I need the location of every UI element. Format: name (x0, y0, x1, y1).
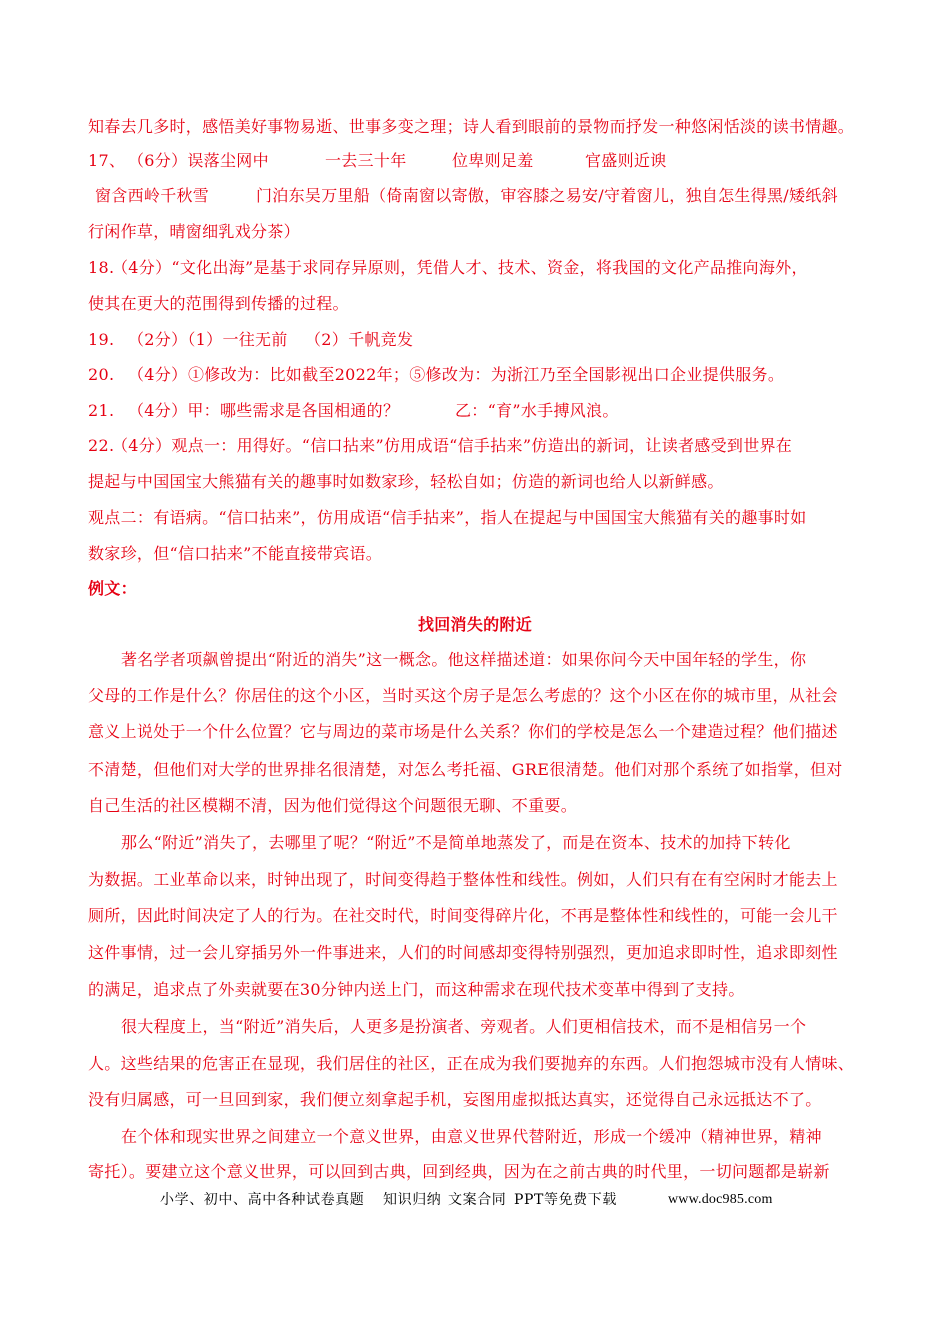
q17-item6-part1: 门泊东吴万里船（倚南窗以寄傲，审容膝之易安/守着窗儿，独自怎生得黑/矮纸斜 (256, 186, 838, 205)
essay-line: 这件事情，过一会儿穿插另外一件事进来，人们的时间感却变得特别强烈，更加追求即时性，追求即刻性 (88, 943, 838, 962)
q18-answer-part2: 使其在更大的范围得到传播的过程。 (88, 294, 349, 313)
essay-line: 在个体和现实世界之间建立一个意义世界，由意义世界代替附近，形成一个缓冲（精神世界，精神 (121, 1127, 822, 1146)
q20-score: （4分） (128, 365, 188, 384)
essay-line: 为数据。工业革命以来，时钟出现了，时间变得趋于整体性和线性。例如，人们只有在有空闲时才能去上 (88, 870, 838, 889)
q20-answer: ①修改为：比如截至2022年；⑤修改为：为浙江乃至全国影视出口企业提供服务。 (188, 365, 785, 384)
q19-number: 19. (88, 330, 115, 349)
essay-line: 人。这些结果的危害正在显现，我们居住的社区，正在成为我们要抛弃的东西。人们抱怨城市没有人情味、 (88, 1054, 855, 1073)
footer-part3: 文案合同 (448, 1192, 507, 1208)
carryover-line: 知春去几多时，感悟美好事物易逝、世事多变之理；诗人看到眼前的景物而抒发一种悠闲恬淡的读书情趣。 (88, 117, 855, 136)
footer-url: www.doc985.com (668, 1192, 773, 1207)
essay-line: 的满足，追求点了外卖就要在30分钟内送上门，而这种需求在现代技术变革中得到了支持。 (88, 980, 745, 999)
essay-line: 父母的工作是什么？你居住的这个小区，当时买这个房子是怎么考虑的？这个小区在你的城市里，从社会 (88, 686, 838, 705)
essay-line: 寄托）。要建立这个意义世界，可以回到古典，回到经典，因为在之前古典的时代里，一切问题都是崭新 (88, 1162, 830, 1181)
q19-part1: （2分）（1）一往无前 (128, 330, 288, 349)
footer-part4: PPT等免费下载 (514, 1192, 617, 1208)
essay-line: 那么“附近”消失了，去哪里了呢？“附近”不是简单地蒸发了，而是在资本、技术的加持下转化 (121, 833, 791, 852)
essay-line: 著名学者项飙曾提出“附近的消失”这一概念。他这样描述道：如果你问今天中国年轻的学生，你 (121, 650, 807, 669)
essay-title: 找回消失的附近 (417, 615, 533, 634)
footer-part2: 知识归纳 (383, 1192, 442, 1208)
essay-line: 厕所，因此时间决定了人的行为。在社交时代，时间变得碎片化，不再是整体性和线性的，可能一会儿干 (88, 906, 838, 925)
q18-number: 18. (88, 258, 115, 277)
q22-view1-part1: （4分）观点一：用得好。“信口拈来”仿用成语“信手拈来”仿造出的新词，让读者感受到世界在 (112, 436, 793, 455)
q18-line1 (0, 258, 950, 278)
q22-line1 (0, 436, 950, 456)
q18-answer-part1: （4分）“文化出海”是基于求同存异原则，凭借人才、技术、资金，将我国的文化产品推向海外， (112, 258, 808, 277)
q19-part2: （2）千帆竞发 (305, 330, 414, 349)
q21-part1: （4分）甲：哪些需求是各国相通的？ (128, 401, 400, 420)
q17-item3: 位卑则足羞 (452, 151, 534, 170)
q17-item5: 窗含西岭千秋雪 (95, 186, 210, 205)
q20-number: 20. (88, 365, 115, 384)
q17-item2: 一去三十年 (325, 151, 407, 170)
page-footer (0, 1191, 950, 1209)
essay-line: 很大程度上，当“附近”消失后，人更多是扮演者、旁观者。人们更相信技术，而不是相信另一个 (121, 1017, 807, 1036)
footer-part1: 小学、初中、高中各种试卷真题 (160, 1192, 365, 1208)
q17-number: 17、 (88, 151, 126, 170)
q22-number: 22. (88, 436, 115, 455)
q22-view1-part2: 提起与中国国宝大熊猫有关的趣事时如数家珍，轻松自如；仿造的新词也给人以新鲜感。 (88, 472, 724, 491)
essay-line: 意义上说处于一个什么位置？它与周边的菜市场是什么关系？你们的学校是怎么一个建造过程？他们描述 (88, 722, 838, 741)
essay-line: 自己生活的社区模糊不清，因为他们觉得这个问题很无聊、不重要。 (88, 796, 578, 815)
q22-view2-part1: 观点二：有语病。“信口拈来”，仿用成语“信手拈来”，指人在提起与中国国宝大熊猫有关的趣事时如 (88, 508, 807, 527)
q19-line (0, 330, 950, 350)
q22-view2-part2: 数家珍，但“信口拈来”不能直接带宾语。 (88, 544, 383, 563)
q17-item4: 官盛则近谀 (585, 151, 667, 170)
q17-line2 (0, 186, 950, 206)
essay-line: 不清楚，但他们对大学的世界排名很清楚，对怎么考托福、GRE很清楚。他们对那个系统了如指掌，但对 (88, 760, 843, 779)
q21-number: 21. (88, 401, 115, 420)
q21-part2: 乙：“育”水手搏风浪。 (455, 401, 619, 420)
essay-label: 例文： (88, 579, 137, 598)
q17-item6-part2: 行闲作草，晴窗细乳戏分茶） (88, 222, 300, 241)
q17-line1 (0, 151, 950, 171)
q17-item1: （6分）误落尘网中 (128, 151, 269, 170)
q21-line (0, 401, 950, 421)
q20-line (0, 365, 950, 385)
essay-line: 没有归属感，可一旦回到家，我们便立刻拿起手机，妄图用虚拟抵达真实，还觉得自己永远抵达不了。 (88, 1090, 822, 1109)
